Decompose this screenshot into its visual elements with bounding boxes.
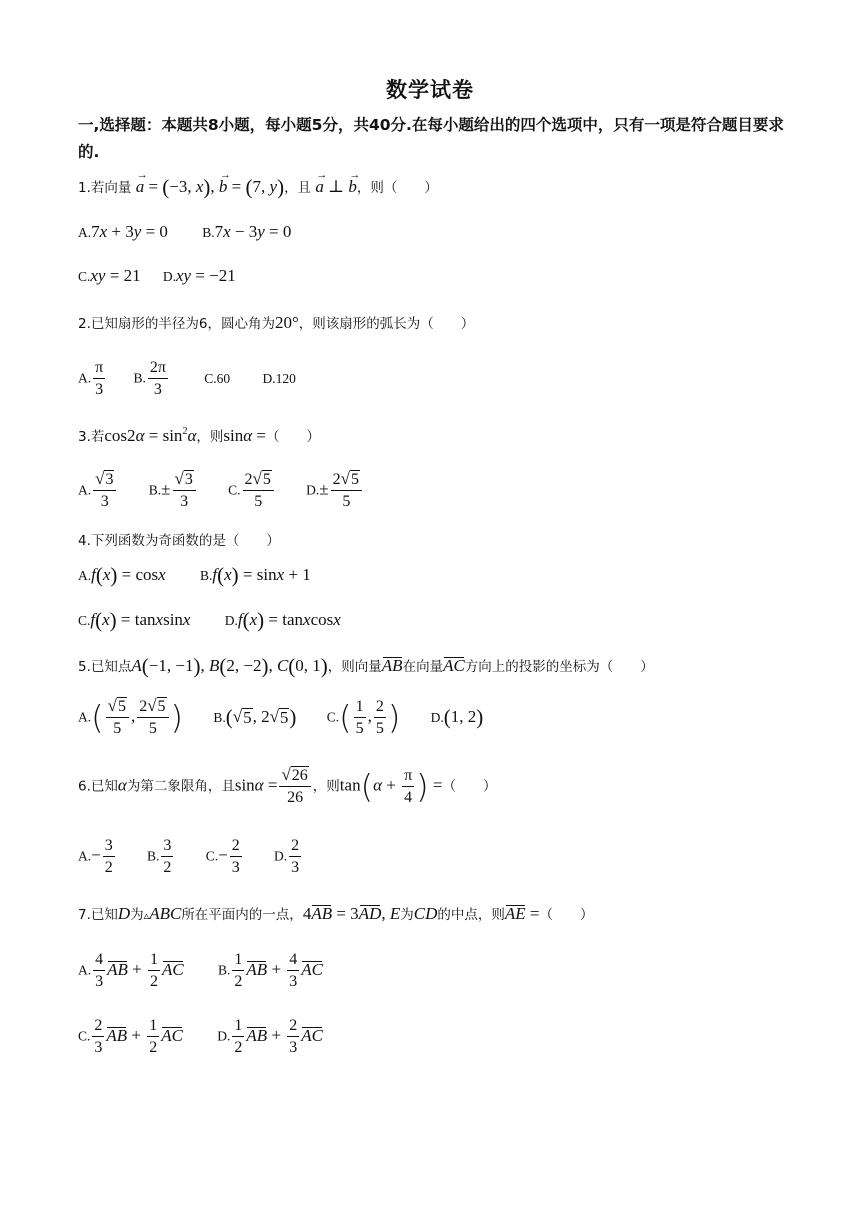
q1-formula: a → = (−3, x), b → = (7, y): [135, 169, 285, 199]
question-3: 3.若$\cos 2\alpha = \sin^2\alpha$，则sinα =（ ）: [78, 426, 320, 445]
q7-option-b: B. $\frac{1}{2}$ AB + $\frac{4}{3}$ AC: [218, 951, 324, 990]
q7-options-row-1: [78, 950, 323, 991]
q3-option-c: C. 2 √ 5 5: [228, 470, 276, 511]
q2-option-a: A. $\frac{\pi}{3}$: [78, 359, 104, 398]
q6-option-b: B. $\frac{3}{2}$: [147, 837, 172, 876]
question-2: 2.已知扇形的半径为6，圆心角为20°，则该扇形的弧长为（ ）: [78, 313, 475, 332]
q5-option-d: D.(1, 2): [430, 705, 484, 729]
question-4: 4.下列函数为奇函数的是（ ）: [78, 533, 280, 549]
q1-options-row-2: [78, 266, 236, 286]
q4-option-a: A.f(x) = cosx: [78, 563, 166, 587]
q3-options: [78, 470, 364, 511]
question-5: 5.已知点A(−1, −1), B(2, −2), C(0, 1)，则向量AB在向量AC方向上的投影的坐标为（ ）: [78, 654, 654, 678]
q2-option-b: B. $\frac{2\pi}{3}$: [133, 359, 166, 398]
q3-option-a: A. √ 3 3: [78, 470, 118, 511]
q5-option-b: B.( √ 5 , 2 √ 5 ): [213, 705, 297, 729]
q2-angle: 20°: [274, 313, 299, 332]
q1-option-c: C.xy = 21: [78, 266, 141, 285]
q5-options: [78, 697, 483, 738]
q6-option-d: D. $\frac{2}{3}$: [273, 837, 300, 876]
q4-options-row-2: [78, 608, 341, 633]
q4-option-b: B.f(x) = sinx + 1: [200, 563, 311, 587]
question-1: 1.若向量 a → = (−3, x), b → = (7, y)，且 a → ⊥ b → ，则（ ）: [78, 169, 438, 199]
section-heading: 一,选择题：本题共8小题，每小题5分，共40分.在每小题给出的四个选项中，只有一项是符合题目要求的.: [78, 116, 784, 161]
q1-options-row-1: [78, 222, 291, 242]
q2-options: [78, 358, 296, 399]
q3-option-d: D.± 2 √ 5 5: [306, 470, 364, 511]
q5-option-a: A.( √ 5 5 , 2 √ 5 5 ): [78, 696, 184, 737]
q4-option-d: D.f(x) = tanxcosx: [224, 608, 341, 632]
q4-options-row-1: [78, 563, 311, 588]
page-title: 数学试卷: [386, 78, 474, 102]
q5-option-c: C.( $\frac{1}{5}$ , $\frac{2}{5}$ ): [326, 698, 401, 737]
q2-option-d: D.120: [262, 370, 296, 386]
question-6: 6.已知α为第二象限角，且sinα = √ 26 26 ，则tan(α + $\frac{\pi}{4}$ ) =（ ）: [78, 765, 497, 806]
q7-options-row-2: [78, 1016, 323, 1057]
q7-option-c: C. $\frac{2}{3}$ AB + $\frac{1}{2}$ AC: [78, 1017, 183, 1056]
q6-option-c: C.− $\frac{2}{3}$: [205, 837, 240, 876]
q6-option-a: A.− $\frac{3}{2}$: [78, 837, 113, 876]
q2-option-c: C.60: [204, 370, 231, 386]
q1-option-a: A.7x + 3y = 0: [78, 222, 168, 241]
q6-options: [78, 836, 303, 877]
question-7: 7.已知D为▵ABC所在平面内的一点，4AB = 3AD, E为CD的中点，则AE =（ ）: [78, 904, 594, 923]
q7-option-a: A. $\frac{4}{3}$ AB + $\frac{1}{2}$ AC: [78, 951, 184, 990]
q3-option-b: B.± √ 3 3: [149, 470, 198, 511]
q1-option-b: B.7x − 3y = 0: [202, 222, 292, 241]
q1-option-d: D.xy = −21: [162, 266, 236, 285]
q7-option-d: D. $\frac{1}{2}$ AB + $\frac{2}{3}$ AC: [217, 1017, 324, 1056]
q4-option-c: C.f(x) = tanxsinx: [78, 608, 191, 632]
